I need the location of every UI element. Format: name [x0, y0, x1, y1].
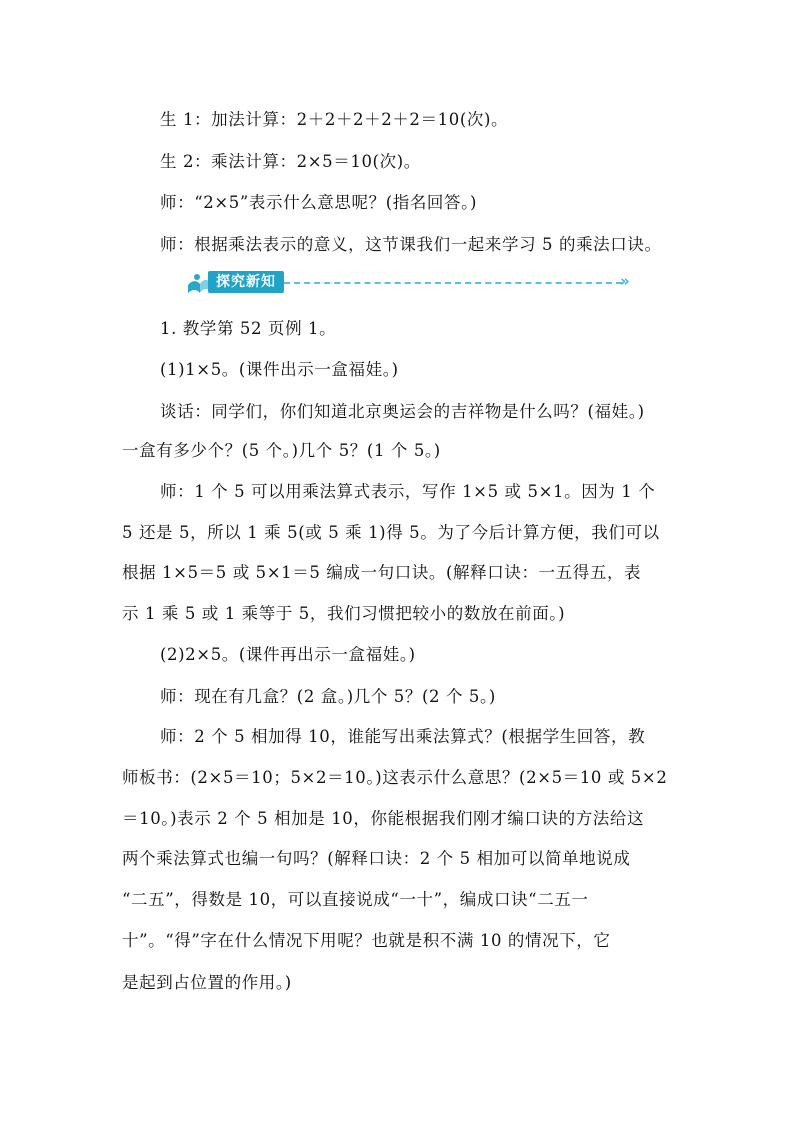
paragraph-line: 示 1 乘 5 或 1 乘等于 5，我们习惯把较小的数放在前面。) — [122, 604, 566, 623]
part-2-heading: (2)2×5。(课件再出示一盒福娃。) — [160, 645, 416, 664]
paragraph-line: 两个乘法算式也编一句吗？(解释口诀：2 个 5 相加可以简单地说成 — [122, 849, 631, 868]
dialogue-teacher-intro: 师：根据乘法表示的意义，这节课我们一起来学习 5 的乘法口诀。 — [160, 235, 662, 254]
double-chevron-right-icon: » — [620, 272, 630, 290]
part-1-heading: (1)1×5。(课件出示一盒福娃。) — [160, 360, 399, 379]
paragraph-line: 师：现在有几盒？(2 盒。)几个 5？(2 个 5。) — [160, 687, 496, 706]
paragraph-line: 是起到占位置的作用。) — [122, 973, 292, 992]
dialogue-teacher-question: 师：“2×5”表示什么意思呢？(指名回答。) — [160, 193, 478, 212]
dashed-divider — [284, 282, 622, 284]
example-heading: 1. 教学第 52 页例 1。 — [160, 319, 337, 338]
book-icon — [186, 271, 210, 295]
paragraph-line: 5 还是 5，所以 1 乘 5(或 5 乘 1)得 5。为了今后计算方便，我们可以 — [122, 523, 660, 542]
paragraph-line: 谈话：同学们，你们知道北京奥运会的吉祥物是什么吗？(福娃。) — [160, 402, 645, 421]
paragraph-line: “二五”，得数是 10，可以直接说成“一十”，编成口诀“二五一 — [122, 890, 589, 909]
paragraph-line: 师：2 个 5 相加得 10，谁能写出乘法算式？(根据学生回答，教 — [160, 727, 646, 746]
paragraph-line: 师：1 个 5 可以用乘法算式表示，写作 1×5 或 5×1。因为 1 个 — [160, 482, 656, 501]
paragraph-line: 一盒有多少个？(5 个。)几个 5？(1 个 5。) — [122, 441, 441, 460]
section-title: 探究新知 — [208, 271, 284, 293]
dialogue-student-1: 生 1：加法计算：2＋2＋2＋2＋2＝10(次)。 — [160, 110, 509, 129]
paragraph-line: ＝10。)表示 2 个 5 相加是 10，你能根据我们刚才编口诀的方法给这 — [122, 809, 645, 828]
paragraph-line: 师板书：(2×5＝10；5×2＝10。)这表示什么意思？(2×5＝10 或 5×2 — [122, 768, 668, 787]
dialogue-student-2: 生 2：乘法计算：2×5＝10(次)。 — [160, 152, 421, 171]
paragraph-line: 根据 1×5＝5 或 5×1＝5 编成一句口诀。(解释口诀：一五得五，表 — [122, 563, 642, 582]
paragraph-line: 十”。“得”字在什么情况下用呢？也就是积不满 10 的情况下，它 — [122, 931, 611, 950]
section-banner-explore — [186, 269, 646, 297]
